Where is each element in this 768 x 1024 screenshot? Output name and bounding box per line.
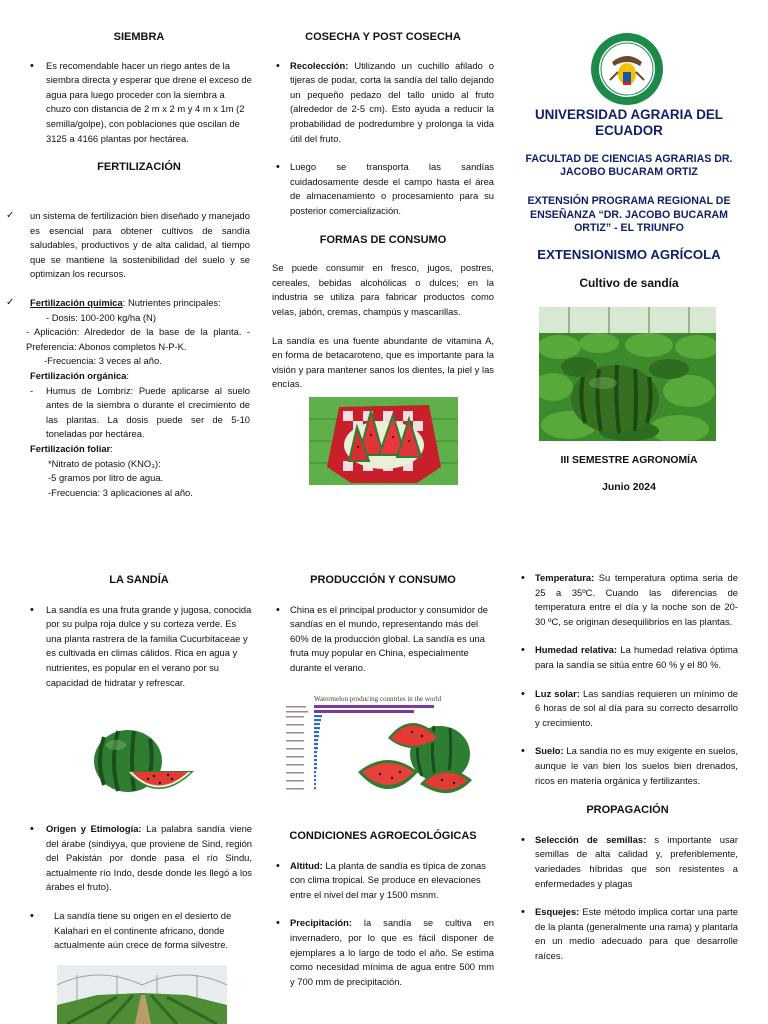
foliar-label: Fertilización foliar xyxy=(30,442,111,454)
cover-footer xyxy=(520,454,738,495)
greenhouse-image xyxy=(57,965,227,1024)
propagacion-heading: PROPAGACIÓN xyxy=(586,804,669,817)
precipitacion-item xyxy=(272,916,494,989)
humedad-item xyxy=(517,643,738,672)
cultivo-title: Cultivo de sandía xyxy=(579,275,679,290)
temperatura-item xyxy=(517,571,738,629)
luz-label: Luz solar: xyxy=(535,687,580,699)
suelo-label: Suelo: xyxy=(535,745,564,757)
humedad-text: La humedad relativa óptima para la sandía se sitúa entre 60 % y el 80 %. xyxy=(535,644,738,670)
fertilizacion-foliar: • Fertilización foliar: xyxy=(0,442,250,457)
column-origen xyxy=(26,822,252,953)
siembra-text: • Es recomendable hacer un riego antes de la siembra directa y esperar que drene el exceso de agua para luego proceder con la siembra a chuzo con distancia de 2 m x 2 m y 4 m x 1m (2 semilla/golpe), con poblaciones que oscilan de 3125 a 4166 plantas por hectárea. xyxy=(26,59,252,147)
foliar-2: -5 gramos por litro de agua. xyxy=(48,472,164,484)
watermelon-slices-image xyxy=(309,397,458,485)
fertilizacion-intro: ✓ un sistema de fertilización bien diseñado y manejado es esencial para obtener cultivos de sandía saludables, productivos y de alta calidad, al tiempo que se mantiene la sostenibilidad del suelo y se optimizan los recursos. xyxy=(6,209,250,282)
foliar-3: -Frecuencia: 3 aplicaciones al año. xyxy=(48,486,193,498)
chart-image-title: Watermelon producing countries in the world xyxy=(314,695,442,703)
watermelon-whole-image xyxy=(88,727,195,800)
siembra-heading: SIEMBRA xyxy=(113,31,165,43)
temperatura-label: Temperatura: xyxy=(535,572,595,583)
formas-text: Se puede consumir en fresco, jugos, postres, cereales, bebidas alcohólicas o dulces; en la industria se utiliza para fabricar productos como velas, jabón, cremas, champús y mascarillas. xyxy=(272,262,494,317)
produccion-text: • China es el principal productor y consumidor de sandías en el mundo, representando más del 60% de la producción global. La sandía es una fruta muy popular en China, especialmente durante el verano. xyxy=(272,603,494,676)
esquejes-label: Esquejes: xyxy=(535,906,580,918)
column-produccion xyxy=(272,573,494,676)
column-siembra xyxy=(26,30,252,189)
foliar-1: *Nitrato de potasio (KNO₃): xyxy=(48,457,161,469)
quimica-text: : Nutrientes principales: xyxy=(122,296,221,308)
transporte-item: • Luego se transporta las sandías cuidadosamente desde el campo hasta el área de almacenamiento o procesamiento para su posterior comercialización. xyxy=(272,160,494,218)
fertilizacion-organica: • Fertilización orgánica: xyxy=(0,369,250,384)
altitud-item xyxy=(272,859,494,903)
condiciones-heading: CONDICIONES AGROECOLÓGICAS xyxy=(289,830,477,842)
column-fertilizacion xyxy=(6,209,250,500)
organica-text: - Humus de Lombriz: Puede aplicarse al suelo antes de la siembra o durante el crecimiento de las plantas. La dosis puede ser de 5-10 toneladas por hectárea. xyxy=(30,384,250,440)
kalahari-item: • La sandía tiene su origen en el desierto de Kalahari en el continente africano, donde actualmente aún crece de forma silvestre. xyxy=(26,909,252,953)
aplicacion-text: - Aplicación: Alrededor de la base de la planta. -Preferencia: Abonos completos N-P-K. xyxy=(26,326,250,352)
quimica-label: Fertilización química xyxy=(30,296,123,308)
column-sandia xyxy=(26,573,252,690)
column-cosecha xyxy=(272,30,494,392)
fecha-text: Junio 2024 xyxy=(602,481,656,493)
column-condiciones-2 xyxy=(517,571,738,963)
semillas-label: Selección de semillas: xyxy=(535,833,647,845)
extension-name: EXTENSIÓN PROGRAMA REGIONAL DE ENSEÑANZA “DR. JACOBO BUCARAM ORTIZ” - EL TRIUNFO xyxy=(527,195,731,235)
organica-label: Fertilización orgánica xyxy=(30,369,127,381)
recoleccion-item xyxy=(272,59,494,147)
semestre-text: III SEMESTRE AGRONOMÍA xyxy=(560,455,698,466)
sandia-text: • La sandía es una fruta grande y jugosa, conocida por su pulpa roja dulce y su corteza verde. Es una planta rastrera de la familia Cucurbitaceae y es cultivada en climas cálidos. Rica en agua y nutrientes, es popular en el verano por su capacidad de hidratar y refrescar. xyxy=(26,603,252,691)
extensionismo-title: EXTENSIONISMO AGRÍCOLA xyxy=(537,246,721,262)
esquejes-item xyxy=(517,905,738,963)
university-seal-logo xyxy=(590,32,664,106)
dosis-text: - Dosis: 100-200 kg/ha (N) xyxy=(46,311,156,323)
frecuencia-text: -Frecuencia: 3 veces al año. xyxy=(44,355,162,367)
column-condiciones xyxy=(272,829,494,989)
precipitacion-label: Precipitación: xyxy=(290,917,352,929)
temperatura-text: Su temperatura optima seria de 25 a 35ºC. Cuando las diferencias de temperatura entre el día y la noche son de 20- 30 ºC, se originan desequilibrios en las plantas. xyxy=(535,572,738,627)
origen-label: Origen y Etimología: xyxy=(46,823,142,834)
fertilizacion-heading: FERTILIZACIÓN xyxy=(97,161,181,174)
semillas-text: s importante usar semillas de alta calidad y, preferiblemente, variedades híbridas que son resistentes a enfermedades y plagas xyxy=(535,833,738,889)
suelo-item xyxy=(517,744,738,788)
origen-text: La palabra sandía viene del árabe (sindiyya, que proviene de Sind, región del Pakistán por donde pasa el río Sindu, actualmente río Indo, desde donde les llegó a los árabes el fruto). xyxy=(46,823,252,893)
vitamina-text: La sandía es una fuente abundante de vitamina A, en forma de betacaroteno, que es importante para la visión y para mantener sanos los dientes, la piel y las encías. xyxy=(272,334,494,390)
cosecha-heading: COSECHA Y POST COSECHA xyxy=(305,31,461,43)
humedad-label: Humedad relativa: xyxy=(535,644,617,656)
faculty-name: FACULTAD DE CIENCIAS AGRARIAS DR. JACOBO BUCARAM ORTIZ xyxy=(525,153,733,178)
university-name: UNIVERSIDAD AGRARIA DEL ECUADOR xyxy=(535,107,723,138)
fertilizacion-quimica xyxy=(6,296,250,311)
recoleccion-text: Utilizando un cuchillo afilado o tijeras de podar, corta la sandía del tallo dejando un pequeño pedazo del tallo unido al fruto (alrededor de 2-5 cm). Esto ayuda a reducir la probabilidad de podredumbre y prolonga la vida útil del fruto. xyxy=(290,59,494,144)
esquejes-text: Este método implica cortar una parte de la planta (generalmente una rama) y plantarla en un medio adecuado para que desarrolle raíces. xyxy=(535,906,738,961)
origen-item xyxy=(26,822,252,895)
formas-heading: FORMAS DE CONSUMO xyxy=(319,233,447,246)
precipitacion-text: la sandía se cultiva en invernadero, por lo que es fácil disponer de ejemplares a lo largo de todo el año. Se estima como necesidad mínima de agua entre 500 mm y 700 mm de precipitación. xyxy=(290,917,494,987)
recoleccion-label: Recolección: xyxy=(290,59,349,71)
production-chart-image xyxy=(284,688,492,806)
cover-column xyxy=(520,106,738,291)
luz-item xyxy=(517,687,738,731)
suelo-text: La sandía no es muy exigente en suelos, aunque le van bien los suelos bien drenados, ricos en materia orgánica y fertilizantes. xyxy=(535,745,738,786)
organica-body: Humus de Lombriz: Puede aplicarse al suelo antes de la siembra o durante el crecimiento de las plantas. La dosis puede ser de 5-10 toneladas por hectárea. xyxy=(46,384,250,440)
watermelon-field-image xyxy=(539,307,716,441)
sandia-heading: LA SANDÍA xyxy=(109,574,169,586)
produccion-heading: PRODUCCIÓN Y CONSUMO xyxy=(310,574,456,586)
altitud-label: Altitud: xyxy=(290,859,323,871)
luz-text: Las sandías requieren un mínimo de 6 horas de sol al día para su correcto desarrollo y crecimiento. xyxy=(535,687,738,728)
altitud-text: La planta de sandía es típica de zonas con clima tropical. Se produce en elevaciones entre el nivel del mar y 1500 msnm. xyxy=(290,859,486,900)
semillas-item xyxy=(517,833,738,891)
